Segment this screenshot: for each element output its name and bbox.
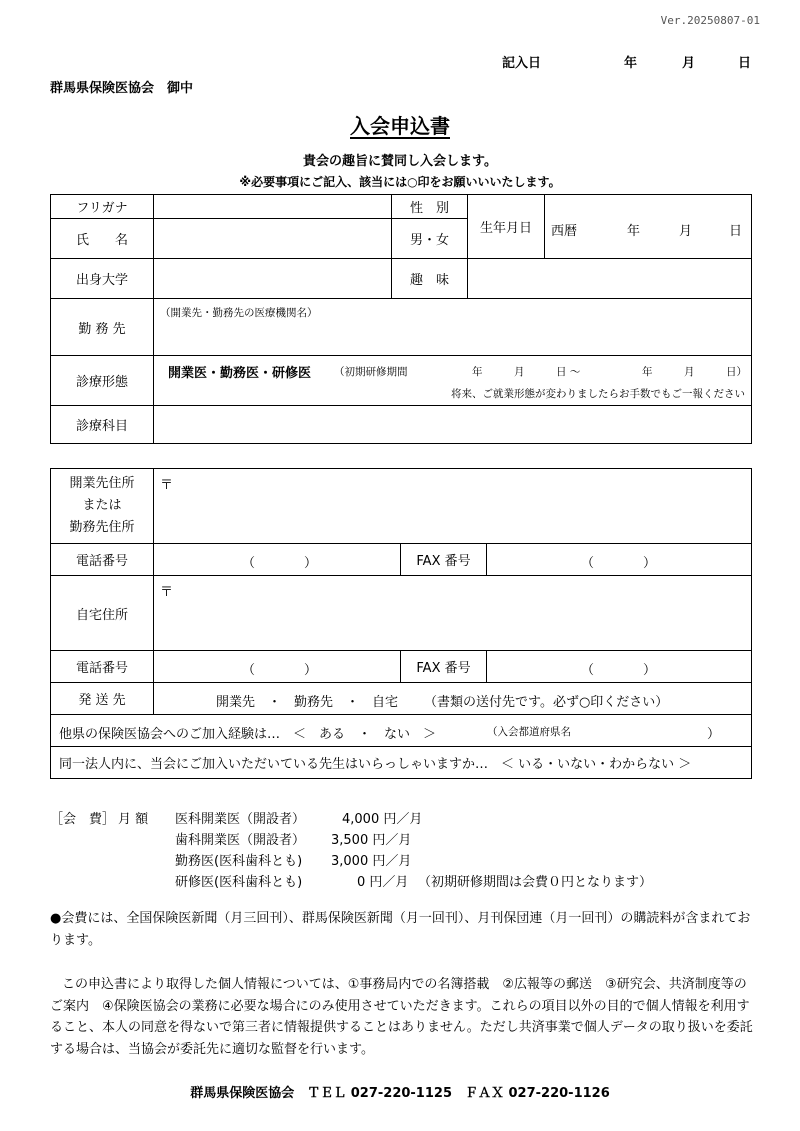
birth-month: 月 [679, 224, 693, 239]
practice-note: 将来、ご就業形態が変わりましたらお手数でもご一報ください [451, 388, 745, 400]
paren-open: （ [242, 663, 256, 678]
fee-amount: 3,000 円／月 [331, 854, 412, 869]
gender-options[interactable]: 男・女 [392, 219, 468, 259]
fee-note: （初期研修期間は会費０円となります） [418, 875, 653, 890]
fee-type: 勤務医(医科歯科とも) [175, 854, 303, 869]
footer-contact: 群馬県保険医協会 ＴＥＬ 027-220-1125 ＦＡＸ 027-220-1126 [190, 1086, 610, 1101]
send-label: 発 送 先 [51, 683, 154, 715]
personal-info-table [50, 194, 752, 444]
training-period: （初期研修期間 [334, 366, 408, 378]
other-pref-close: ） [707, 727, 721, 742]
workplace-field[interactable] [154, 299, 752, 356]
same-corp-question: 同一法人内に、当会にご加入いただいている先生はいらっしゃいますか… ＜ いる・いない・わからない ＞ [59, 757, 692, 772]
entry-date-day: 日 [738, 56, 752, 71]
address-table [50, 468, 752, 779]
paren-close: ） [304, 556, 318, 571]
department-label: 診療科目 [51, 406, 154, 444]
home-phone-field[interactable] [154, 651, 401, 683]
training-day-2: 日） [726, 366, 747, 378]
office-phone-label: 電話番号 [51, 544, 154, 576]
home-address-label: 自宅住所 [51, 576, 154, 651]
privacy-notice: この申込書により取得した個人情報については、①事務局内での名簿搭載 ②広報等の郵送 ③研究会、共済制度等のご案内 ④保険医協会の業務に必要な場合にのみ使用させていただきます。これらの項目以外の目的で個人情報を利用すること、本人の同意を得ないで第三者に情報提供することはありません。ただし共済事業で個人データの取り扱いを委託する場合は、当協会が委託先に適切な監督を行います。 [50, 977, 753, 1057]
paren-close: ） [643, 663, 657, 678]
paren-open: （ [581, 556, 595, 571]
furigana-field[interactable] [154, 195, 392, 219]
office-address-label [51, 469, 154, 544]
paren-close: ） [643, 556, 657, 571]
university-field[interactable] [154, 259, 392, 299]
subscription-note: ●会費には、全国保険医新聞（月三回刊）、群馬保険医新聞（月一回刊）、月刊保団連（月一回刊）の購読料が含まれております。 [50, 911, 751, 948]
training-month-2: 月 [684, 366, 695, 378]
other-pref-question: 他県の保険医協会へのご加入経験は… ＜ ある ・ ない ＞ [59, 727, 437, 742]
addressee: 群馬県保険医協会 御中 [50, 81, 194, 96]
entry-date-year: 年 [624, 56, 638, 71]
office-fax-field[interactable] [487, 544, 752, 576]
fee-amount: 3,500 円／月 [331, 833, 412, 848]
birth-year: 年 [627, 224, 641, 239]
practice-options[interactable]: 開業医・勤務医・研修医 [168, 366, 312, 381]
home-fax-field[interactable] [487, 651, 752, 683]
hobby-field[interactable] [468, 259, 752, 299]
practice-label: 診療形態 [51, 356, 154, 406]
send-options[interactable]: 開業先 ・ 勤務先 ・ 自宅 [216, 695, 399, 710]
workplace-label: 勤 務 先 [51, 299, 154, 356]
postal-mark: 〒 [160, 478, 174, 493]
birth-field[interactable] [545, 195, 752, 259]
birth-era: 西暦 [551, 224, 578, 239]
office-address-line: 開業先住所 [69, 476, 135, 491]
instruction: ※必要事項にご記入、該当には○印をお願いいいたします。 [239, 175, 561, 189]
fees-monthly: 月 額 [118, 812, 149, 827]
paren-open: （ [581, 663, 595, 678]
workplace-note: （開業先・勤務先の医療機関名） [160, 307, 318, 319]
name-field[interactable] [154, 219, 392, 259]
fee-amount: 0 円／月 [357, 875, 409, 890]
department-field[interactable] [154, 406, 752, 444]
office-phone-field[interactable] [154, 544, 401, 576]
office-address-line: 勤務先住所 [69, 520, 135, 535]
version-label: Ver.20250807-01 [660, 14, 760, 27]
other-pref-row[interactable] [51, 715, 752, 747]
home-phone-label: 電話番号 [51, 651, 154, 683]
paren-close: ） [304, 663, 318, 678]
birth-label: 生年月日 [468, 195, 545, 259]
send-note: （書類の送付先です。必ず○印ください） [424, 695, 669, 710]
other-pref-name: （入会都道府県名 [487, 726, 571, 738]
fee-type: 研修医(医科歯科とも) [175, 875, 303, 890]
fees-label: ［会 費］ [50, 812, 116, 827]
same-corp-row[interactable] [51, 747, 752, 779]
postal-mark: 〒 [160, 585, 174, 600]
paren-open: （ [242, 556, 256, 571]
name-label: 氏 名 [51, 219, 154, 259]
office-address-field[interactable] [154, 469, 752, 544]
office-address-line: または [82, 498, 122, 513]
training-day-1: 日 ～ [556, 366, 581, 378]
entry-date-month: 月 [682, 56, 696, 71]
send-field[interactable] [154, 683, 752, 715]
university-label: 出身大学 [51, 259, 154, 299]
home-address-field[interactable] [154, 576, 752, 651]
training-year-1: 年 [472, 366, 483, 378]
fee-amount: 4,000 円／月 [342, 812, 423, 827]
training-month-1: 月 [514, 366, 525, 378]
practice-field[interactable] [154, 356, 752, 406]
entry-date-label: 記入日 [502, 56, 542, 71]
hobby-label: 趣 味 [392, 259, 468, 299]
home-fax-label: FAX 番号 [401, 651, 487, 683]
fee-type: 医科開業医（開設者） [175, 812, 306, 827]
gender-label: 性 別 [392, 195, 468, 219]
fee-type: 歯科開業医（開設者） [175, 833, 306, 848]
furigana-label: フリガナ [51, 195, 154, 219]
office-fax-label: FAX 番号 [401, 544, 487, 576]
training-year-2: 年 [642, 366, 653, 378]
birth-day: 日 [729, 224, 743, 239]
page-title: 入会申込書 [350, 114, 450, 138]
subtitle: 貴会の趣旨に賛同し入会します。 [303, 154, 497, 169]
